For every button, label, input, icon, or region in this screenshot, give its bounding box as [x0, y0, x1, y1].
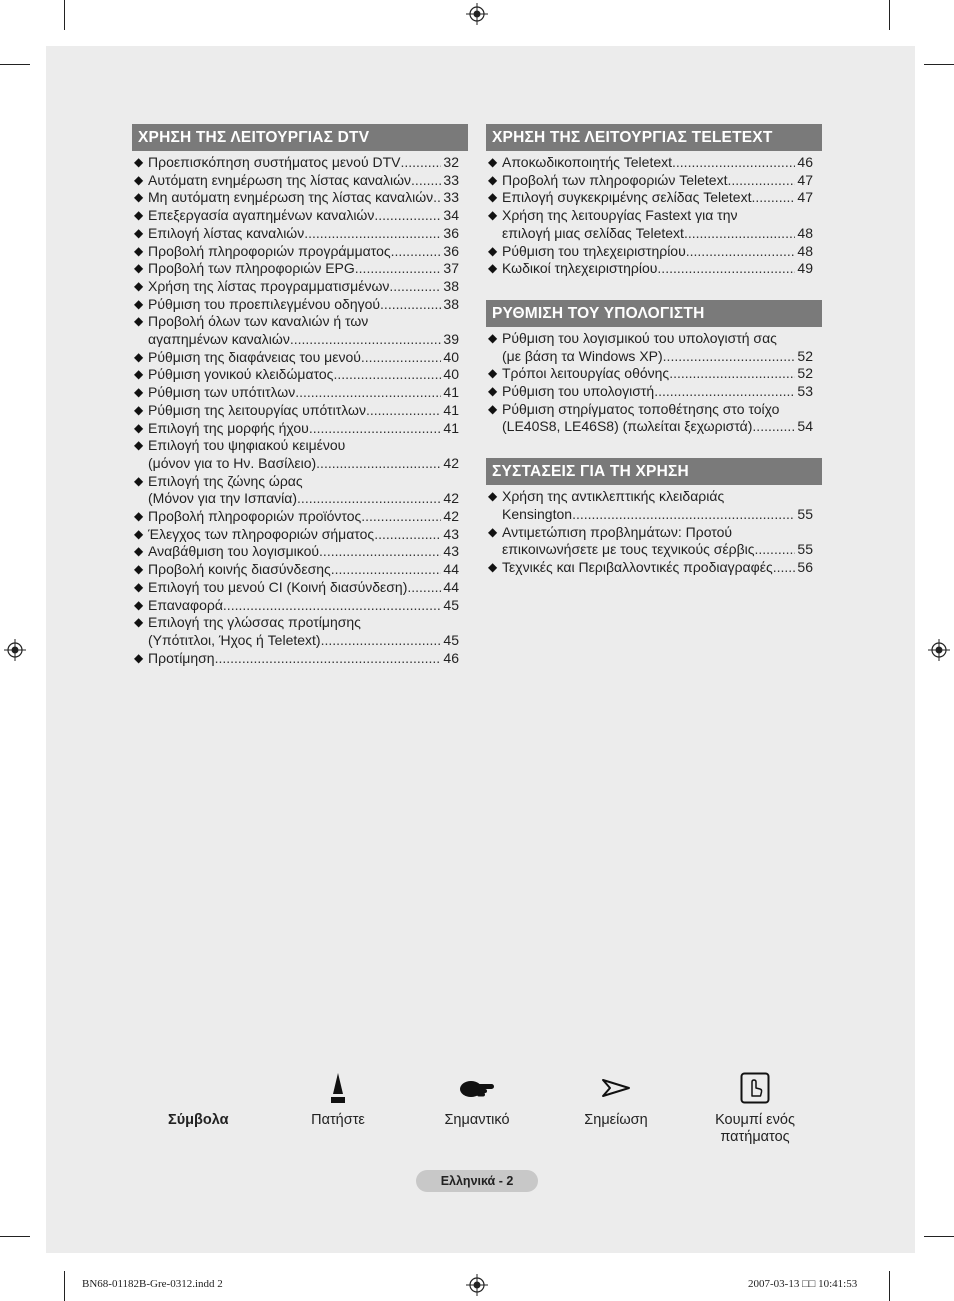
toc-entry[interactable] [132, 172, 468, 190]
toc-page-number: 42 [443, 454, 459, 471]
diamond-bullet-icon: ◆ [134, 349, 144, 364]
diamond-bullet-icon: ◆ [134, 190, 144, 205]
toc-entry-text: Επιλογή συγκεκριμένης σελίδας Teletext [502, 189, 752, 206]
toc-page-number: 56 [797, 558, 813, 575]
toc-page-number: 43 [443, 525, 459, 542]
diamond-bullet-icon: ◆ [134, 208, 144, 223]
toc-entry[interactable] [132, 650, 468, 668]
toc-entry-text: Ρύθμιση του υπολογιστή [502, 383, 655, 400]
toc-entry-text: Τρόποι λειτουργίας οθόνης [502, 365, 670, 382]
toc-entry-text: Αποκωδικοποιητής Teletext [502, 154, 673, 170]
toc-page-number: 47 [797, 171, 813, 188]
diamond-bullet-icon: ◆ [488, 155, 498, 169]
toc-entry[interactable] [132, 437, 468, 472]
toc-entry[interactable] [486, 189, 822, 207]
toc-page-number: 52 [797, 365, 813, 382]
crop-mark [0, 1236, 30, 1237]
toc-entry-text: Χρήση της αντικλεπτικής κλειδαριάς [502, 488, 725, 505]
diamond-bullet-icon: ◆ [488, 384, 498, 399]
toc-entry-text: Προβολή όλων των καναλιών ή των [148, 313, 369, 330]
toc-entry[interactable] [132, 561, 468, 579]
crop-mark [889, 0, 890, 30]
dot-leader [366, 402, 441, 420]
toc-entry[interactable] [486, 243, 822, 261]
toc-page-number: 45 [443, 631, 459, 648]
dot-leader [686, 243, 796, 261]
registration-mark-icon [928, 639, 950, 661]
legend-label: Σημαντικό [444, 1112, 510, 1128]
toc-entry[interactable] [132, 349, 468, 367]
dot-leader [361, 349, 442, 367]
diamond-bullet-icon: ◆ [134, 261, 144, 276]
toc-entry-text: (με βάση τα Windows XP) [502, 347, 663, 364]
dot-leader [374, 526, 441, 544]
diamond-bullet-icon: ◆ [134, 579, 144, 594]
toc-entry-list [486, 151, 822, 278]
toc-entry[interactable] [486, 172, 822, 190]
toc-entry[interactable] [132, 543, 468, 561]
toc-page-number: 46 [797, 154, 813, 170]
toc-page-number: 36 [443, 224, 459, 241]
pointing-hand-icon [458, 1077, 496, 1099]
toc-entry-text: Ρύθμιση της διαφάνειας του μενού [148, 348, 361, 365]
legend-item-important [417, 1070, 537, 1129]
toc-entry[interactable] [486, 488, 822, 523]
legend-item-note [556, 1070, 676, 1129]
toc-entry[interactable] [132, 313, 468, 348]
toc-entry-text: Τεχνικές και Περιβαλλοντικές προδιαγραφές [502, 558, 773, 575]
diamond-bullet-icon: ◆ [488, 261, 498, 276]
toc-entry-text: Μη αυτόματη ενημέρωση της λίστας καναλιών [148, 189, 434, 206]
section-header: ΧΡΗΣΗ ΤΗΣ ΛΕΙΤΟΥΡΓΙΑΣ TELETEXT [486, 124, 822, 151]
dot-leader [654, 383, 795, 401]
toc-page-number: 32 [443, 154, 459, 170]
dot-leader [401, 154, 442, 172]
toc-entry-text: Αναβάθμιση του λογισμικού [148, 543, 320, 560]
dot-leader [331, 561, 442, 579]
toc-page-number: 38 [443, 295, 459, 312]
toc-page-number: 37 [443, 260, 459, 277]
toc-entry-text: Προβολή των πληροφοριών Teletext [502, 171, 728, 188]
one-touch-button-icon [740, 1072, 770, 1104]
toc-entry[interactable] [132, 508, 468, 526]
toc-page-number: 33 [443, 171, 459, 188]
dot-leader [297, 490, 441, 508]
toc-entry-text: επιλογή μιας σελίδας Teletext [502, 224, 684, 241]
toc-entry-text: Επιλογή της ζώνης ώρας [148, 472, 303, 489]
diamond-bullet-icon: ◆ [488, 366, 498, 381]
toc-entry[interactable] [132, 597, 468, 615]
diamond-bullet-icon: ◆ [134, 562, 144, 577]
toc-entry-text: Ρύθμιση της λειτουργίας υπότιτλων [148, 401, 366, 418]
toc-page-number: 46 [443, 649, 459, 666]
dot-leader [389, 278, 441, 296]
toc-entry-list [486, 485, 822, 577]
diamond-bullet-icon: ◆ [134, 473, 144, 488]
dot-leader [321, 632, 442, 650]
toc-entry-list [486, 327, 822, 436]
toc-entry-text: επικοινωνήσετε με τους τεχνικούς σέρβις [502, 541, 755, 558]
dot-leader [309, 420, 442, 438]
dot-leader [374, 207, 441, 225]
diamond-bullet-icon: ◆ [134, 243, 144, 258]
toc-entry[interactable] [486, 154, 822, 172]
toc-entry-list [132, 151, 468, 667]
toc-entry-text: Ρύθμιση του λογισμικού του υπολογιστή σας [502, 329, 777, 346]
diamond-bullet-icon: ◆ [134, 314, 144, 329]
toc-entry-text: Ρύθμιση των υπότιτλων [148, 384, 296, 401]
diamond-bullet-icon: ◆ [488, 243, 498, 258]
diamond-bullet-icon: ◆ [488, 330, 498, 345]
toc-entry[interactable] [132, 296, 468, 314]
diamond-bullet-icon: ◆ [134, 296, 144, 311]
toc-entry-text: Επιλογή του μενού CI (Κοινή διασύνδεση) [148, 578, 408, 595]
diamond-bullet-icon: ◆ [134, 155, 144, 169]
toc-entry[interactable] [132, 243, 468, 261]
toc-entry-text: Επιλογή λίστας καναλιών [148, 224, 305, 241]
dot-leader [361, 508, 441, 526]
toc-entry-text: αγαπημένων καναλιών [148, 331, 290, 348]
toc-page-number: 41 [443, 401, 459, 418]
diamond-bullet-icon: ◆ [134, 225, 144, 240]
toc-page-number: 40 [443, 366, 459, 383]
toc-entry-text: Προβολή πληροφοριών προϊόντος [148, 508, 362, 525]
dot-leader [727, 172, 795, 190]
toc-entry-text: Ρύθμιση του προεπιλεγμένου οδηγού [148, 295, 381, 312]
diamond-bullet-icon: ◆ [488, 172, 498, 187]
toc-entry-text: Αυτόματη ενημέρωση της λίστας καναλιών [148, 171, 412, 188]
toc-entry-text: Επιλογή της γλώσσας προτίμησης [148, 614, 361, 631]
toc-page-number: 42 [443, 508, 459, 525]
toc-page-number: 38 [443, 277, 459, 294]
toc-entry-text: Επεξεργασία αγαπημένων καναλιών [148, 207, 375, 224]
toc-entry[interactable] [132, 154, 468, 172]
toc-section [486, 124, 822, 278]
toc-entry[interactable] [132, 579, 468, 597]
toc-entry-text: Χρήση της λειτουργίας Fastext για την [502, 207, 738, 224]
crop-mark [924, 64, 954, 65]
toc-entry[interactable] [486, 524, 822, 559]
dot-leader [751, 189, 795, 207]
legend-title: Σύμβολα [168, 1112, 229, 1128]
diamond-bullet-icon: ◆ [134, 278, 144, 293]
legend-item-press [278, 1070, 398, 1129]
diamond-bullet-icon: ◆ [134, 509, 144, 524]
legend-item-one-touch [695, 1070, 815, 1146]
legend-label: Κουμπί ενός πατήματος [715, 1112, 795, 1145]
toc-entry-text: Προβολή κοινής διασύνδεσης [148, 561, 331, 578]
diamond-bullet-icon: ◆ [134, 367, 144, 382]
dot-leader [290, 331, 442, 349]
toc-entry[interactable] [132, 225, 468, 243]
toc-entry-text: Έλεγχος των πληροφοριών σήματος [148, 525, 375, 542]
toc-entry-text: (μόνον για το Ην. Βασίλειο) [148, 454, 317, 471]
toc-page-number: 41 [443, 384, 459, 401]
diamond-bullet-icon: ◆ [488, 559, 498, 574]
symbols-legend [0, 1070, 954, 1150]
toc-page-number: 43 [443, 543, 459, 560]
dot-leader [223, 597, 442, 615]
toc-page-number: 44 [443, 578, 459, 595]
toc-section [132, 124, 468, 667]
toc-page-number: 40 [443, 348, 459, 365]
diamond-bullet-icon: ◆ [134, 385, 144, 400]
dot-leader [319, 543, 441, 561]
toc-entry-text: Επιλογή του ψηφιακού κειμένου [148, 437, 346, 454]
diamond-bullet-icon: ◆ [134, 420, 144, 435]
diamond-bullet-icon: ◆ [134, 615, 144, 630]
toc-entry-text: Προτίμηση [148, 649, 215, 666]
dot-leader [773, 559, 796, 577]
toc-entry-text: (Υπότιτλοι, Ήχος ή Teletext) [148, 631, 321, 648]
registration-mark-icon [466, 3, 488, 25]
toc-entry-text: (Μόνον για την Ισπανία) [148, 490, 298, 507]
toc-section [486, 458, 822, 577]
diamond-bullet-icon: ◆ [134, 438, 144, 453]
toc-page-number: 42 [443, 490, 459, 507]
toc-entry-text: Επαναφορά [148, 596, 223, 613]
registration-mark-icon [4, 639, 26, 661]
toc-entry[interactable] [132, 384, 468, 402]
dot-leader [684, 225, 795, 243]
toc-page-number: 52 [797, 347, 813, 364]
dot-leader [355, 260, 442, 278]
toc-entry[interactable] [132, 526, 468, 544]
dot-leader [752, 418, 795, 436]
toc-entry-text: Ρύθμιση στηρίγματος τοποθέτησης στο τοίχο [502, 400, 780, 417]
dot-leader [407, 579, 441, 597]
crop-mark [64, 0, 65, 30]
toc-page-number: 47 [797, 189, 813, 206]
dot-leader [391, 243, 442, 261]
toc-entry-text: Επιλογή της μορφής ήχου [148, 419, 309, 436]
dot-leader [316, 455, 441, 473]
toc-section [486, 300, 822, 436]
dot-leader [433, 189, 441, 207]
press-icon [328, 1070, 348, 1106]
diamond-bullet-icon: ◆ [488, 489, 498, 504]
toc-left-column [132, 124, 468, 689]
toc-page-number: 36 [443, 242, 459, 259]
dot-leader [669, 365, 795, 383]
diamond-bullet-icon: ◆ [134, 597, 144, 612]
dot-leader [411, 172, 441, 190]
legend-label: Σημείωση [584, 1112, 648, 1128]
toc-entry[interactable] [486, 401, 822, 436]
registration-mark-icon [466, 1274, 488, 1296]
dot-leader [663, 348, 796, 366]
toc-right-column [486, 124, 822, 599]
toc-entry[interactable] [132, 207, 468, 225]
toc-entry[interactable] [486, 330, 822, 365]
toc-entry-text: Χρήση της λίστας προγραμματισμένων [148, 277, 390, 294]
dot-leader [295, 384, 441, 402]
toc-entry[interactable] [132, 402, 468, 420]
toc-entry[interactable] [132, 366, 468, 384]
diamond-bullet-icon: ◆ [134, 526, 144, 541]
toc-page-number: 48 [797, 224, 813, 241]
diamond-bullet-icon: ◆ [134, 544, 144, 559]
date-time-slug: 2007-03-13 □□ 10:41:53 [748, 1278, 858, 1290]
toc-entry-text: Kensington [502, 505, 573, 522]
toc-entry-text: (LE40S8, LE46S8) (πωλείται ξεχωριστά) [502, 418, 753, 435]
toc-page-number: 49 [797, 260, 813, 277]
dot-leader [333, 366, 441, 384]
toc-entry[interactable] [132, 189, 468, 207]
toc-page-number: 53 [797, 383, 813, 400]
diamond-bullet-icon: ◆ [488, 190, 498, 205]
arrow-icon [601, 1078, 631, 1098]
toc-entry-text: Προβολή των πληροφοριών EPG [148, 260, 355, 277]
toc-entry[interactable] [486, 383, 822, 401]
dot-leader [672, 154, 795, 172]
crop-mark [889, 1271, 890, 1301]
crop-mark [64, 1271, 65, 1301]
toc-entry-text: Κωδικοί τηλεχειριστηρίου [502, 260, 658, 277]
dot-leader [215, 650, 442, 668]
toc-entry-text: Ρύθμιση γονικού κλειδώματος [148, 366, 334, 383]
toc-entry[interactable] [486, 207, 822, 242]
page-number-label: Ελληνικά - 2 [416, 1170, 538, 1192]
legend-label: Πατήστε [311, 1112, 365, 1128]
toc-page-number: 55 [797, 505, 813, 522]
toc-page-number: 45 [443, 596, 459, 613]
toc-page-number: 41 [443, 419, 459, 436]
toc-page-number: 44 [443, 561, 459, 578]
diamond-bullet-icon: ◆ [488, 401, 498, 416]
toc-entry-text: Ρύθμιση του τηλεχειριστηρίου [502, 242, 686, 259]
toc-entry-text: Αντιμετώπιση προβλημάτων: Προτού [502, 523, 733, 540]
diamond-bullet-icon: ◆ [134, 402, 144, 417]
diamond-bullet-icon: ◆ [488, 208, 498, 223]
dot-leader [380, 296, 441, 314]
toc-entry-text: Προβολή πληροφοριών προγράμματος [148, 242, 391, 259]
section-header: ΣΥΣΤΑΣΕΙΣ ΓΙΑ ΤΗ ΧΡΗΣΗ [486, 458, 822, 485]
dot-leader [755, 541, 796, 559]
toc-page-number: 54 [797, 418, 813, 435]
crop-mark [924, 1236, 954, 1237]
toc-entry[interactable] [132, 278, 468, 296]
toc-page-number: 48 [797, 242, 813, 259]
toc-entry[interactable] [132, 260, 468, 278]
toc-entry-text: Προεπισκόπηση συστήματος μενού DTV [148, 154, 401, 170]
file-name-slug: BN68-01182B-Gre-0312.indd 2 [82, 1278, 223, 1290]
toc-entry[interactable] [132, 614, 468, 649]
section-header: ΧΡΗΣΗ ΤΗΣ ΛΕΙΤΟΥΡΓΙΑΣ DTV [132, 124, 468, 151]
dot-leader [657, 260, 795, 278]
dot-leader [572, 506, 795, 524]
toc-entry[interactable] [486, 559, 822, 577]
section-header: ΡΥΘΜΙΣΗ ΤΟΥ ΥΠΟΛΟΓΙΣΤΗ [486, 300, 822, 327]
toc-page-number: 34 [443, 207, 459, 224]
toc-page-number: 33 [443, 189, 459, 206]
diamond-bullet-icon: ◆ [134, 650, 144, 665]
toc-page-number: 39 [443, 331, 459, 348]
toc-entry[interactable] [486, 260, 822, 278]
toc-entry[interactable] [132, 473, 468, 508]
toc-entry[interactable] [132, 420, 468, 438]
crop-mark [0, 64, 30, 65]
toc-entry[interactable] [486, 365, 822, 383]
diamond-bullet-icon: ◆ [488, 524, 498, 539]
dot-leader [304, 225, 441, 243]
toc-page-number: 55 [797, 541, 813, 558]
diamond-bullet-icon: ◆ [134, 172, 144, 187]
